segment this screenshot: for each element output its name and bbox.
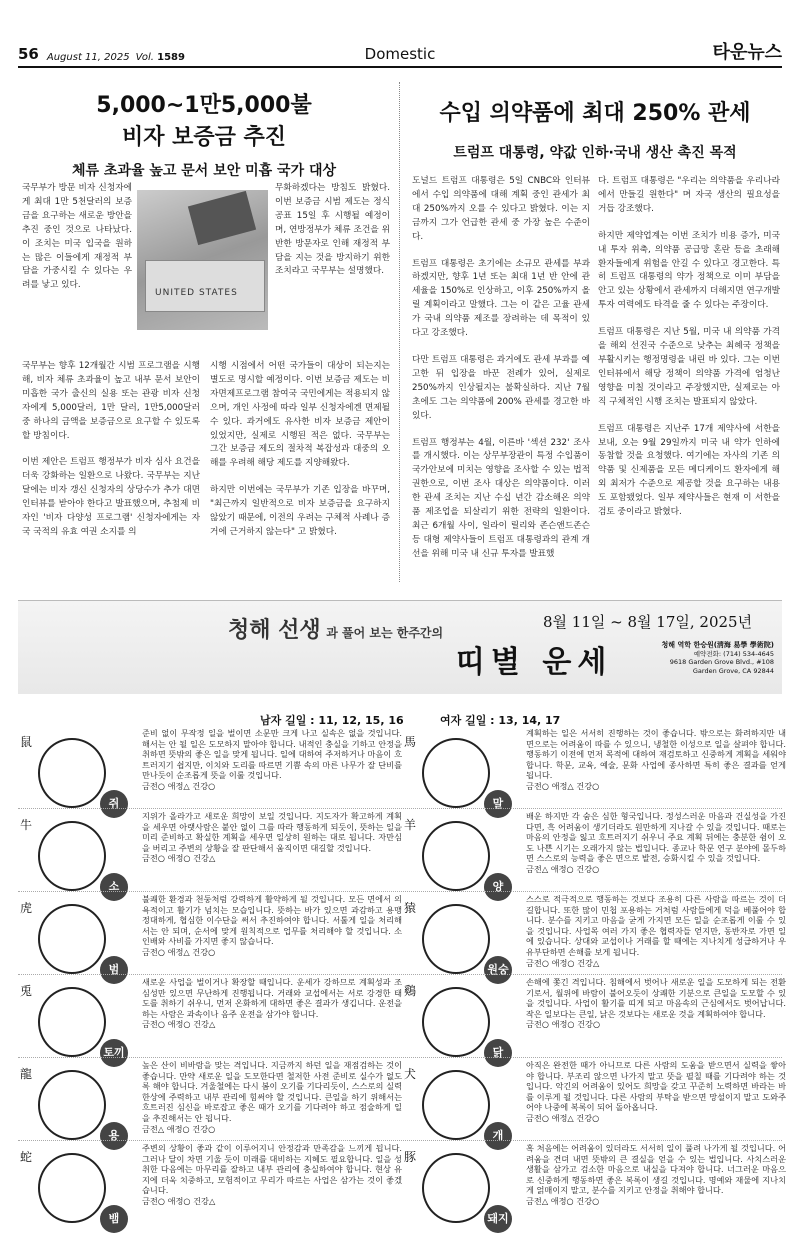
tariff-title: 수입 의약품에 최대 250% 관세: [439, 101, 751, 126]
visa-title-line1: 5,000~1만5,000불: [96, 93, 312, 118]
zodiac-animal-icon: [38, 987, 106, 1057]
visa-col2-p1: 시행 시점에서 어떤 국가들이 대상이 되는지는 별도로 명시할 예정이다. 이번 보증금 제도는 비자면제프로그램 참여국 국민에게는 적용되지 않으며, 개인 사정에 따라 일부 신청자에겐 면제될 수 있다. 과거에도 유사한 비자 보증금 제안이 있었지만, 실제로 시행된 적은 없다. 국무부는 그간 보증금 제도의 절차적 복잡성과 대중의 오해를 우려해 해당 제도를 지양해왔다.: [210, 361, 390, 469]
zodiac-label: 개: [484, 1122, 512, 1150]
zodiac-ratings: 금전△ 애정○ 건강○: [526, 1195, 600, 1206]
zodiac-animal-icon: [38, 1070, 106, 1140]
zodiac-label: 닭: [484, 1039, 512, 1067]
zodiac-fortune: [142, 894, 402, 958]
zodiac-animal-icon: [422, 987, 490, 1057]
zodiac-fortune: [142, 1143, 402, 1207]
volume-number: 1589: [157, 52, 185, 63]
zodiac-row-divider: [18, 891, 782, 892]
zodiac-label: 말: [484, 790, 512, 818]
zodiac-animal-icon: [422, 821, 490, 891]
tariff-col1-p3: 다만 트럼프 대통령은 과거에도 관세 부과를 예고한 뒤 입장을 바꾼 전례가 있어, 실제로 250%까지 인상될지는 불확실하다. 지난 7월 초에도 그는 의약품에 200% 관세를 경고한 바 있다.: [412, 354, 590, 421]
zodiac-entry: [20, 1143, 406, 1240]
zodiac-kanji: 豚: [404, 1150, 417, 1164]
visa-column-1: [22, 360, 200, 590]
zodiac-fortune-text: 불쾌한 환경과 천둥처럼 강력하게 활약하게 될 것입니다. 모든 면에서 의욕적이고 활기가 넘치는 모습입니다. 뜻하는 바가 있으면 과감하고 용맹정대하게, 협심한 이수단을 써서 추진하여야 합니다. 서툴게 일을 처리해서는 안 되며, 순서에 맞게 원칙적으로 업무를 처리해야 할 것입니다. 소인배와 사비를 가지면 좋지 않습니다.: [142, 894, 402, 947]
issue-volume: [136, 52, 185, 63]
zodiac-fortune: [142, 728, 402, 792]
visa-col1-p1: 국무부는 향후 12개월간 시범 프로그램을 시행해, 비자 체류 초과율이 높고 내부 문서 보안이 미흡한 국가 출신의 실용 또는 관광 비자 신청자에게 5,000달러, 1만 달러, 1만5,000달러 중 하나의 금액을 보증금으로 요구할 수 있도록 할 방침이다.: [22, 361, 200, 441]
zodiac-fortune-text: 아직은 완전한 때가 아니므로 다른 사람의 도움을 받으면서 실력을 쌓아야 합니다. 부조리 않으면 나가지 말고 뜻을 펼칠 때를 기다려야 하는 것입니다. 악긴의 어려움이 있어도 희망을 갖고 꾸준히 노력하면 바라는 바를 이루게 될 것입니다. 다른 사람의 부탁을 받으면 망설이지 말고 도와주어야 나중에 복록이 되어 돌아옵니다.: [526, 1060, 786, 1113]
visa-bond-article: [18, 74, 390, 180]
zodiac-kanji: 羊: [404, 818, 417, 832]
visa-lead-paragraph: 국무부가 방문 비자 신청자에게 최대 1만 5천달러의 보증금을 요구하는 새로운 방안을 추진 중인 것으로 나타났다. 이 조치는 미국 입국을 원하는 많은 이들에게 재정적 부담을 가중시킬 수 있다는 우려를 낳고 있다.: [22, 183, 132, 291]
zodiac-fortune-text: 준비 없이 무작정 일을 벌이면 소문만 크게 나고 실속은 없을 것입니다. 해서는 안 될 일은 도모하지 말아야 합니다. 내적인 충실을 기하고 안정을 취하면 뜻밖의 좋은 일을 맞게 됩니다. 일에 대하여 주저하거나 마음이 흐트러지기 쉽지만, 이치와 도리를 따르면 기쁨 속의 마른 나무가 잘 단비를 만나듯이 순조롭게 뜻을 이룰 것입니다.: [142, 728, 402, 781]
zodiac-kanji: 龍: [20, 1067, 33, 1081]
zodiac-fortune-text: 손해에 쫓긴 격입니다. 침해에서 벗어나 새로운 일을 도모하게 되는 전환기로서, 월위에 바람이 불어오듯이 상쾌한 기분으로 큰일을 도모할 수 있을 것입니다. 사업이 활기를 띠게 되고 마음속의 근심에서도 벗어납니다. 작은 일보다는 큰일, 낡은 것보다는 새로운 것을 계획하여야 합니다.: [526, 977, 786, 1019]
banner-author: 청해 역학 한승원(淸海 易學 學術院): [661, 641, 774, 649]
zodiac-kanji: 鼠: [20, 735, 33, 749]
visa-title-line2: 비자 보증금 추진: [121, 125, 287, 150]
zodiac-label: 범: [100, 956, 128, 984]
zodiac-ratings: 금전○ 애정○ 건강△: [142, 853, 216, 864]
tariff-article: [408, 74, 782, 162]
zodiac-fortune: [526, 811, 786, 875]
zodiac-animal-icon: [38, 904, 106, 974]
zodiac-kanji: 兎: [20, 984, 33, 998]
zodiac-fortune: [526, 894, 786, 968]
zodiac-fortune: [526, 1060, 786, 1124]
zodiac-fortune-text: 혹 처음에는 어려움이 있더라도 서서히 일이 풀려 나가게 될 것입니다. 어려움을 견뎌 내면 뜻밖의 큰 결실을 얻을 수 있는 법입니다. 사치스러운 생활을 삼가고 검소한 마음으로 내실을 다져야 합니다. 너그러운 마음으로 신중하게 행동하면 좋은 복록이 생길 것입니다. 명예와 재물에 지나치게 얽매이지 말고, 분수를 지키고 안정을 취해야 합니다.: [526, 1143, 786, 1196]
zodiac-fortune-text: 새로운 사업을 벌이거나 확장할 때입니다. 운세가 강하므로 계획성과 조심성만 있으면 무난하게 진행됩니다. 거래와 교섭에서는 서로 강경한 태도를 취하기 쉬우니, 먼저 온화하게 대하면 좋은 결과가 생깁니다. 운전을 하는 사람은 과속이나 음주 운전을 삼가야 합니다.: [142, 977, 402, 1019]
zodiac-fortune-text: 계획하는 일은 서서히 진행하는 것이 좋습니다. 밖으로는 화려하지만 내면으로는 어려움이 따를 수 있으니, 냉철한 이성으로 일을 살펴야 합니다. 행동하기 이전에 먼저 목적에 대하여 재검토하고 신중하게 계획을 세워야 합니다. 학문, 교육, 예술, 문화 사업에 종사하면 특히 좋은 결과를 얻게 됩니다.: [526, 728, 786, 781]
zodiac-animal-icon: [38, 821, 106, 891]
column-divider: [399, 82, 400, 582]
zodiac-fortune: [142, 977, 402, 1030]
zodiac-ratings: 금전○ 애정○ 건강△: [526, 957, 600, 968]
page-header: [18, 44, 782, 68]
visa-photo: [137, 190, 268, 330]
page-number: 56: [18, 45, 39, 63]
tariff-col2-p2: 하지만 제약업계는 이번 조치가 비용 증가, 미국 내 투자 위축, 의약품 공급망 혼란 등을 초래해 환자들에게 위험을 안길 수 있다고 경고한다. 특히 트럼프 대통령의 약가 정책으로 이미 부담을 안고 있는 상황에서 관세까지 더해지면 연구개발 투자 여력에도 타격을 줄 수 있다는 주장이다.: [598, 230, 780, 311]
tariff-col1-p2: 트럼프 대통령은 초기에는 소규모 관세를 부과하겠지만, 향후 1년 또는 최대 1년 반 안에 관세율을 150%로 인상하고, 이후 250%까지 올릴 계획이라고 말했다. 그는 이 같은 고율 관세가 국내 의약품 제조를 장려하는 데 목적이 있다고 강조했다.: [412, 258, 590, 339]
horoscope-banner: [18, 600, 782, 694]
zodiac-label: 돼지: [484, 1205, 512, 1233]
banner-teacher: [228, 613, 443, 644]
zodiac-animal-icon: [38, 1153, 106, 1223]
tariff-col2-p3: 트럼프 대통령은 지난 5월, 미국 내 의약품 가격을 해외 선진국 수준으로 낮추는 최혜국 정책을 부활시키는 행정명령을 내린 바 있다. 그는 이번 인터뷰에서 해당 정책이 의약품 가격에 엄청난 영향을 미칠 것이라고 주장했지만, 실제로는 아직 구체적인 시행 조치는 발표되지 않았다.: [598, 327, 780, 407]
zodiac-ratings: 금전○ 애정○ 건강△: [142, 1019, 216, 1030]
zodiac-fortune: [526, 1143, 786, 1207]
banner-phone: 예약전화: (714) 534-4645: [693, 649, 774, 658]
zodiac-animal-icon: [422, 904, 490, 974]
zodiac-entry: [404, 1143, 790, 1240]
zodiac-fortune: [526, 728, 786, 792]
zodiac-row-divider: [18, 1057, 782, 1058]
zodiac-animal-icon: [422, 738, 490, 808]
banner-tagline: 과 풀어 보는 한주간의: [326, 626, 444, 640]
zodiac-ratings: 금전○ 애정○ 건강○: [526, 1019, 601, 1030]
zodiac-ratings: 금전○ 애정△ 건강○: [526, 780, 600, 791]
tariff-col1-p4: 트럼프 행정부는 4월, 이른바 '섹션 232' 조사를 개시했다. 이는 상무부장관이 특정 수입품이 국가안보에 미치는 영향을 조사할 수 있는 법적 권한으로, 이번 조사 대상은 의약품이다. 이러한 관세 조치는 지난 수십 년간 감소해온 의약품 제조업을 되살리기 위한 전략의 일환이다. 최근 6개월 사이, 일라이 릴리와 존슨앤드존슨 등 대형 제약사들이 트럼프 대통령과의 관계 개선을 위해 미국 내 신규 투자를 발표했: [412, 437, 590, 559]
zodiac-ratings: 금전○ 애정○ 건강△: [142, 1195, 216, 1206]
zodiac-label: 소: [100, 873, 128, 901]
tariff-col2-p4: 트럼프 대통령은 지난주 17개 제약사에 서한을 보내, 오는 9월 29일까지 미국 내 약가 인하에 동참할 것을 요청했다. 여기에는 자사의 기존 의약품 및 신제품을 모든 메디케이드 환자에게 해외 최저가 수준으로 제공할 것을 요구하는 내용도 포함됐었다. 일부 제약사들은 현재 이 서한을 검토 중이라고 밝혔다.: [598, 423, 780, 518]
zodiac-kanji: 虎: [20, 901, 33, 915]
visa-side-paragraph: 무화하겠다는 방침도 밝혔다. 이번 보증금 시범 제도는 정식 공표 15일 후 시행될 예정이며, 연방정부가 체류 조건을 위반한 방문자로 인해 재정적 부담을 지는 것을 방지하기 위한 조치라고 국무부는 설명했다.: [275, 183, 390, 277]
zodiac-kanji: 犬: [404, 1067, 417, 1081]
zodiac-kanji: 馬: [404, 735, 417, 749]
zodiac-label: 양: [484, 873, 512, 901]
zodiac-illustration: [404, 1143, 520, 1240]
map-shape: [145, 260, 265, 312]
volume-prefix: Vol.: [135, 52, 154, 63]
zodiac-label: 용: [100, 1122, 128, 1150]
zodiac-fortune-text: 스스로 적극적으로 행동하는 것보다 조용히 다른 사람을 따르는 것이 더 길합니다. 또한 많이 민첩 포용하는 거처럼 사람들에게 덕을 베풀어야 합니다. 분수를 지키고 마음을 굳게 가지면 모든 일을 순조롭게 이룰 수 있을 것입니다. 사업목 여러 가지 좋은 협력자들 얻지만, 동반자로 가면 일에 있습니다. 상대와 교섭이나 거래를 할 때에는 지나치게 성급하거나 우유부단하면 손해를 보게 됩니다.: [526, 894, 786, 957]
newspaper-logo: 타운뉴스: [712, 42, 782, 63]
zodiac-fortune-text: 배운 하지만 각 숨은 심한 형국입니다. 정성스러운 마음과 건실성을 가진다면, 흑 어려움이 생기더라도 원만하게 지나갈 수 있을 것입니다. 때로는 마음의 안정을 잃고 흐트러지기 쉬우니 주요 계획 뒤에는 충분한 쉼이 오도 나쁜 시기는 오래가지 않는 법입니다. 종교나 학문 연구 분야에 몰두하면 스스로의 능력을 좋은 면으로 발전, 승화시킬 수 있을 것입니다.: [526, 811, 786, 864]
passport-shape: [188, 191, 256, 245]
tariff-column-2: [598, 175, 780, 590]
tariff-subtitle: 트럼프 대통령, 약값 인하·국내 생산 촉진 목적: [453, 145, 737, 161]
zodiac-kanji: 蛇: [20, 1150, 33, 1164]
banner-addr1: 9618 Garden Grove Blvd., #108: [669, 658, 774, 667]
zodiac-row-divider: [18, 974, 782, 975]
zodiac-fortune-text: 주변의 상황이 좋과 같이 이루어지니 안정감과 만족감을 느끼게 됩니다. 그러나 달이 차면 기울 듯이 미래를 대비하는 지혜도 필요합니다. 일을 성취한 다음에는 마무리를 잘하고 내부 관리에 충실하여야 합니다. 현상 유지에 더욱 치중하고, 모험적이고 무리가 따르는 사업은 삼가는 것이 좋겠습니다.: [142, 1143, 402, 1196]
zodiac-label: 원숭이: [484, 956, 512, 984]
banner-date: 8월 11일 ~ 8월 17일, 2025년: [543, 613, 753, 631]
zodiac-row-divider: [18, 808, 782, 809]
visa-col2-p2: 하지만 이번에는 국무부가 기존 입장을 바꾸며, "최근까지 일반적으로 비자 보증금을 요구하지 않았기 때문에, 이전의 우려는 구체적 사례나 증거에 근거하지 않는다" 고 밝혔다.: [210, 485, 390, 537]
zodiac-row-divider: [18, 1140, 782, 1141]
visa-column-2: [210, 360, 390, 590]
issue-date: August 11, 2025: [46, 52, 130, 63]
banner-contact: [662, 641, 774, 675]
zodiac-kanji: 猿: [404, 901, 417, 915]
zodiac-animal-icon: [422, 1153, 490, 1223]
zodiac-fortune-text: 높은 산이 비바람을 맞는 격입니다. 지금까지 하던 일을 재점검하는 것이 좋습니다. 만약 새로운 일을 도모한다면 철저한 사전 준비로 실수가 없도록 해야 합니다. 겨울철에는 다시 봄이 오기를 기다리듯이, 스스로의 실력 한상에 주력하고 내부 관리에 힘써야 할 것입니다. 큰일을 하기 위해서는 흐트러진 심신을 바로잡고 좋은 때가 오기를 기다려야 하고 점술하게 일을 추진해서는 안 됩니다.: [142, 1060, 402, 1123]
female-lucky-days: 여자 길일 : 13, 14, 17: [440, 714, 561, 727]
visa-col1-p2: 이번 제안은 트럼프 행정부가 비자 심사 요건을 더욱 강화하는 일환으로 나왔다. 국무부는 지난달에는 비자 갱신 신청자의 상당수가 추가 대면 인터뷰를 받아야 한다고 발표했으며, 추첨제 비자인 '비자 다양성 프로그램' 신청자에게는 자국 국적의 유효 여권 소지를 의: [22, 457, 200, 537]
zodiac-kanji: 牛: [20, 818, 33, 832]
zodiac-ratings: 금전△ 애정○ 건강○: [142, 1123, 216, 1134]
zodiac-label: 토끼: [100, 1039, 128, 1067]
section-name: Domestic: [364, 45, 436, 63]
zodiac-fortune: [142, 811, 402, 864]
banner-teacher-name: 청해 선생: [228, 617, 321, 643]
zodiac-fortune-text: 지위가 올라가고 새로운 희망이 보일 것입니다. 지도자가 확고하게 계획을 세우면 아랫사람은 붙안 없이 그를 따라 행동하게 되듯이, 뜻하는 일을 미리 준비하고 확실한 계획을 세우면 일상히 원하는 대로 됩니다. 자만심을 버리고 주변의 상황을 잘 판단해서 움직이면 대길할 것입니다.: [142, 811, 402, 853]
zodiac-ratings: 금전△ 애정○ 건강○: [526, 863, 600, 874]
zodiac-label: 뱀: [100, 1205, 128, 1233]
tariff-col2-p1: 다. 트럼프 대통령은 "우리는 의약품을 우리나라에서 만들길 원한다" 며 자국 생산의 필요성을 거듭 강조했다.: [598, 176, 780, 214]
zodiac-fortune: [142, 1060, 402, 1134]
zodiac-animal-icon: [38, 738, 106, 808]
map-label: UNITED STATES: [155, 288, 238, 298]
tariff-col1-p1: 도널드 트럼프 대통령은 5일 CNBC와 인터뷰에서 수입 의약품에 대해 계획 중인 관세가 최대 250%까지 오를 수 있다고 밝혔다. 이는 지금까지 그가 언급한 관세 중 가장 높은 수준이다.: [412, 176, 590, 242]
zodiac-kanji: 鷄: [404, 984, 417, 998]
banner-addr2: Garden Grove, CA 92844: [692, 666, 774, 675]
zodiac-ratings: 금전○ 애정△ 건강○: [142, 780, 216, 791]
male-lucky-days: 남자 길일 : 11, 12, 15, 16: [260, 714, 404, 727]
zodiac-label: 쥐: [100, 790, 128, 818]
zodiac-animal-icon: [422, 1070, 490, 1140]
visa-subtitle: 체류 초과율 높고 문서 보안 미흡 국가 대상: [71, 163, 337, 179]
zodiac-ratings: 금전○ 애정△ 건강○: [526, 1112, 600, 1123]
zodiac-illustration: [20, 1143, 136, 1240]
zodiac-ratings: 금전○ 애정△ 건강○: [142, 946, 216, 957]
tariff-column-1: [412, 175, 590, 590]
zodiac-fortune: [526, 977, 786, 1030]
banner-title: 띠별 운세: [456, 645, 613, 680]
